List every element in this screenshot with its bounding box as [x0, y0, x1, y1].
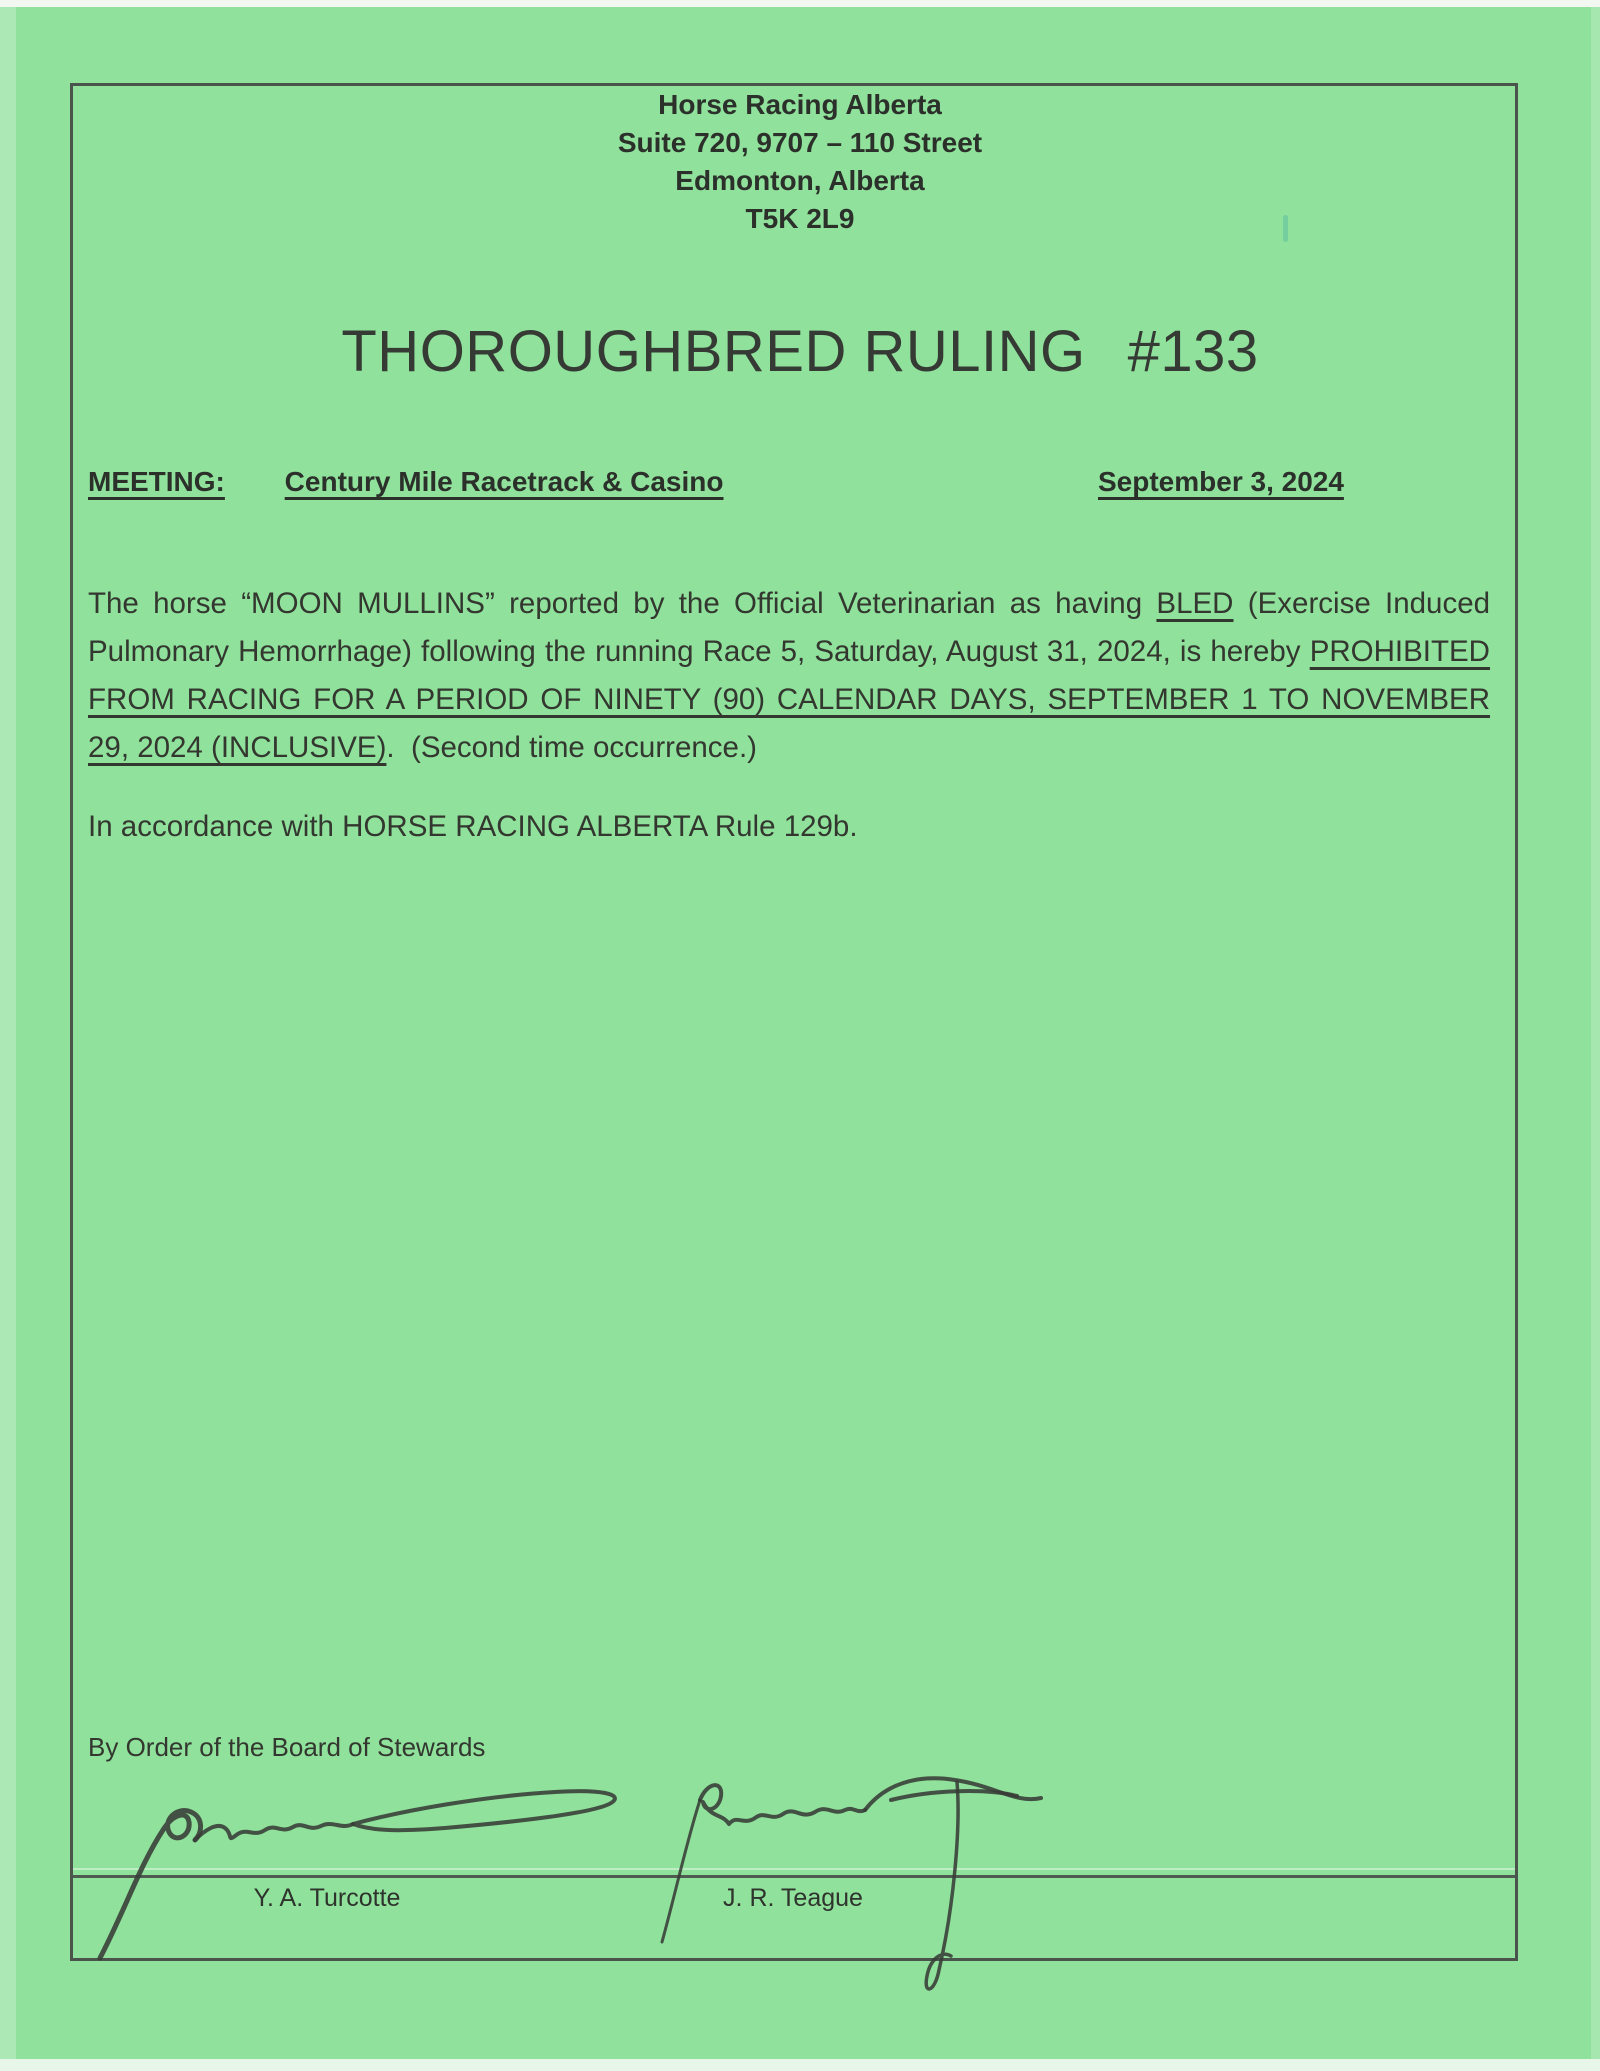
letterhead-postal-code: T5K 2L9 [745, 203, 855, 234]
page-title-text: THOROUGHBRED RULING [341, 319, 1086, 384]
letterhead-address: Suite 720, 9707 – 110 Street [617, 127, 983, 158]
turcotte-signature [100, 1791, 615, 1958]
by-order-line: By Order of the Board of Stewards [88, 1732, 486, 1762]
page-title [0, 318, 1600, 385]
scan-edge-bottom [0, 2059, 1600, 2071]
letterhead-city: Edmonton, Alberta [675, 165, 925, 196]
ruling-text-underlined: PROHIBITED FROM RACING FOR A PERIOD OF NINETY (90) CALENDAR DAYS, SEPTEMBER 1 TO NOVEMBER 29, 2024 (INCLUSIVE) [88, 635, 1490, 764]
signatory-name-teague: J. R. Teague [723, 1884, 863, 1912]
ruling-text: . (Second time occurrence.) [386, 731, 757, 764]
scan-edge-right [1591, 7, 1600, 2059]
scan-artifact-mark [1283, 215, 1288, 242]
meeting-label: MEETING: [88, 466, 225, 497]
letterhead [0, 86, 1600, 238]
meeting-row [88, 466, 1518, 498]
rule-reference: In accordance with HORSE RACING ALBERTA Rule 129b. [88, 810, 858, 843]
ruling-text: (Exercise Induced Pulmonary Hemorrhage) following the running Race 5, Saturday, August 31, 2024, is hereby [88, 587, 1491, 668]
ruling-paragraph [88, 580, 1490, 772]
scan-edge-top [0, 0, 1600, 7]
ruling-text: The horse “MOON MULLINS” reported by the Official Veterinarian as having [88, 587, 1157, 620]
signatory-name-turcotte: Y. A. Turcotte [253, 1884, 401, 1912]
letterhead-org-name: Horse Racing Alberta [658, 89, 942, 120]
meeting-date: September 3, 2024 [1098, 466, 1344, 497]
ruling-text-underlined: BLED [1156, 587, 1234, 620]
meeting-venue: Century Mile Racetrack & Casino [284, 466, 724, 497]
scan-edge-left [0, 7, 16, 2059]
ruling-number: #133 [1127, 319, 1259, 384]
